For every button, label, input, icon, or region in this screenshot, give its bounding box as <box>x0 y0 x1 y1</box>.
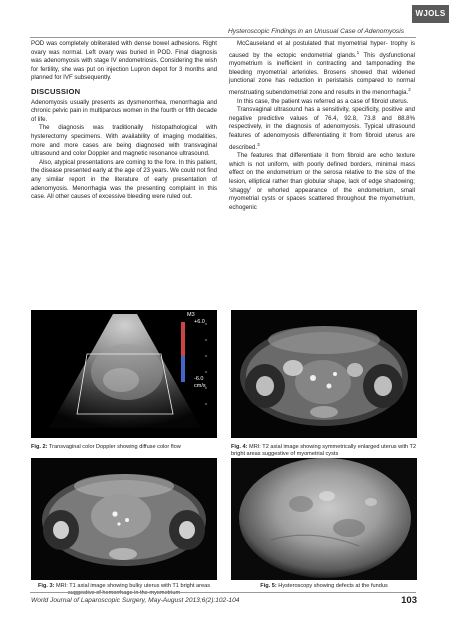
figure-3-caption <box>31 583 217 597</box>
caption-text: MRI: T2 axial image showing symmetrically enlarged uterus with T2 bright areas suggestive of myometrial cysts <box>231 444 417 457</box>
figure-3-mri-t1 <box>31 458 217 580</box>
header-rule <box>30 37 416 38</box>
reference-1[interactable]: 1 <box>356 49 360 55</box>
mri-t1-image <box>31 458 217 580</box>
reference-3[interactable]: 3 <box>257 141 260 147</box>
figure-5-hysteroscopy <box>231 458 417 580</box>
figure-label: Fig. 2: <box>31 444 48 450</box>
figure-2-ultrasound <box>31 310 217 438</box>
ultrasound-image <box>31 310 217 438</box>
hysteroscopy-image <box>231 458 417 580</box>
left-column <box>31 40 217 202</box>
right-column <box>229 40 415 212</box>
caption-text: Hysteroscopy showing defects at the fundus <box>276 583 388 589</box>
journal-citation: World Journal of Laparoscopic Surgery, May-August 2013;6(2):102-104 <box>31 597 240 604</box>
paragraph-atypical: Also, atypical presentations are coming to the fore. In this patient, the disease presented early at the age of 23 years. We could not find any similar report in the literature of early presentation of adenomyosis. Menorrhagia was the presenting complaint in this case. All other causes of excessive bleeding were ruled out. <box>31 158 217 201</box>
mri-t2-image <box>231 310 417 438</box>
figure-4-caption <box>231 444 417 458</box>
figure-label: Fig. 5: <box>260 583 277 589</box>
footer-rule <box>30 592 416 593</box>
paragraph-diagnosis: The diagnosis was traditionally histopathological with hysterectomy specimens. With availability of imaging modalities, more and more cases are being diagnosed with transvaginal ultrasound and color Doppler and magnetic resonance ultrasound. <box>31 124 217 158</box>
figure-label: Fig. 3: <box>37 583 55 589</box>
paragraph-features: The features that differentiate it from fibroid are echo texture which is not uniform, with poorly defined borders, minimal mass effect on the endometrium or the serosa relative to the size of the lesion, elliptical rather than globular shape, lack of edge shadowing; 'shaggy' or whorled appearance of the endometrium, small myometrial cysts or spaces scattered throughout the myometrium, echogenic <box>229 152 415 211</box>
text-run: This dysfunctional myometrium is inefficient in contracting and tamponading the bleeding myometrial arterioles. Brosens showed that widened junctional zone has reduction in peristalsis compared to normal menstruating subendometrial zone and results in the menorrhagia. <box>229 51 415 97</box>
paragraph-sensitivity <box>229 106 415 152</box>
paragraph-pod: POD was completely obliterated with dense bowel adhesions. Right ovary was normal. Left ovary was buried in POD. Final diagnosis was adenomyosis with stage IV endometriosis. Considering the wish for fertility, she was put on injection Lupron depot for 3 months and planned for IVF subsequently. <box>31 40 217 82</box>
journal-brand-badge: WJOLS <box>412 5 449 23</box>
running-head: Hysteroscopic Findings in an Unusual Case of Adenomyosis <box>227 28 404 35</box>
figure-2-caption <box>31 444 217 451</box>
reference-2[interactable]: 2 <box>408 87 411 92</box>
caption-text: MRI: T1 axial image showing bulky uterus with T1 bright areas suggestive of hemorrhage in the myometrium <box>54 583 211 596</box>
figure-label: Fig. 4: <box>231 444 248 450</box>
text-run: Transvaginal ultrasound has a sensitivity, specificity, positive and negative predictive values of 76.4, 92.8, 73.8 and 88.8% respectively, in the diagnosis of adenomyosis. Typical ultrasound features of adenomyosis differentiating it from fibroid uterus are described. <box>229 106 415 151</box>
figure-5-caption <box>231 583 417 590</box>
velocity-min-label: -6.0 <box>194 376 204 382</box>
velocity-unit-label: cm/s <box>194 383 206 389</box>
text-run: McCauseland et al postulated that myometrial hyper- trophy is caused by the ectopic endometrial glands. <box>229 40 415 59</box>
velocity-max-label: +6.0 <box>194 319 205 325</box>
paragraph-referral: In this case, the patient was referred as a case of fibroid uterus. <box>237 97 409 105</box>
figure-4-mri-t2 <box>231 310 417 438</box>
page-number: 103 <box>401 595 417 606</box>
caption-text: Transvaginal color Doppler showing diffuse color flow <box>47 444 181 450</box>
doppler-mode-label: M3 <box>187 312 195 318</box>
paragraph-presentation: Adenomyosis usually presents as dysmenorrhea, menorrhagia and chronic pelvic pain in multiparous women in the fourth or fifth decade of life. <box>31 98 217 123</box>
paragraph-mccauseland <box>229 40 415 98</box>
section-heading-discussion: DISCUSSION <box>31 86 81 96</box>
